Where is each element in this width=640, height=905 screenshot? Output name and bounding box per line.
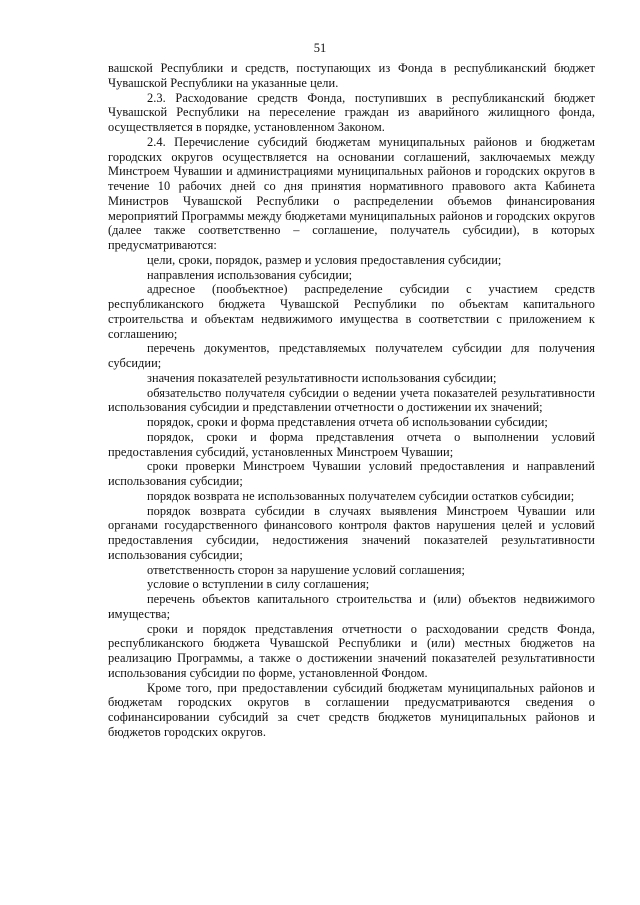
list-item-obligation: обязательство получателя субсидии о ведении учета показателей результативности использования субсидии и представлении отчетности о достижении их значений; — [108, 385, 595, 415]
paragraph-2-3: 2.3. Расходование средств Фонда, поступивших в республиканский бюджет Чувашской Республики на переселение граждан из аварийного жилищного фонда, осуществляется в порядке, установленном Законом. — [108, 90, 595, 134]
list-item-responsibility: ответственность сторон за нарушение условий соглашения; — [147, 562, 466, 577]
paragraph-cofinancing: Кроме того, при предоставлении субсидий бюджетам муниципальных районов и бюджетам городских округов в соглашении предусматриваются сведения о софинансировании субсидий за счет средств бюджетов муниципальных районов и бюджетов городских округов. — [108, 680, 595, 739]
paragraph-continuation: вашской Республики и средств, поступающих из Фонда в республиканский бюджет Чувашской Республики на указанные цели. — [108, 61, 595, 90]
list-item-entry-into-force: условие о вступлении в силу соглашения; — [147, 577, 370, 592]
list-item-conditions-report: порядок, сроки и форма представления отчета о выполнении условий предоставления субсидий, установленных Минстроем Чувашии; — [108, 429, 595, 459]
list-item-distribution: адресное (пообъектное) распределение субсидии с участием средств республиканского бюджета Чувашской Республики по объектам капитального строительства и объектам недвижимого имущества в соответствии с приложением к соглашению; — [108, 282, 595, 341]
list-item-usage-report: порядок, сроки и форма представления отчета об использовании субсидии; — [147, 415, 548, 429]
list-item-goals: цели, сроки, порядок, размер и условия предоставления субсидии; — [147, 252, 502, 267]
list-item-indicators: значения показателей результативности использования субсидии; — [147, 370, 497, 385]
list-item-check-terms: сроки проверки Минстроем Чувашии условий предоставления и направлений использования субсидии; — [108, 459, 595, 488]
list-item-directions: направления использования субсидии; — [147, 267, 353, 282]
page-number: 51 — [313, 41, 327, 55]
list-item-documents: перечень документов, представляемых получателем субсидии для получения субсидии; — [108, 341, 595, 370]
list-item-objects: перечень объектов капитального строительства и (или) объектов недвижимого имущества; — [108, 592, 595, 621]
list-item-return-remainders: порядок возврата не использованных получателем субсидии остатков субсидии; — [147, 488, 575, 503]
paragraph-2-4: 2.4. Перечисление субсидий бюджетам муниципальных районов и бюджетам городских округов осуществляется на основании соглашений, заключаемых между Минстроем Чувашии и администрациями муниципальных районов и городских округов в течение 10 рабочих дней со дня принятия нормативного правового акта Кабинета Министров Чувашской Республики о распределении объемов финансирования мероприятий Программы между бюджетами муниципальных районов и городских округов (далее также соответственно – соглашение, получатель субсидии), в которых предусматриваются: — [108, 134, 595, 252]
body-text — [108, 61, 595, 740]
list-item-return-violations: порядок возврата субсидии в случаях выявления Минстроем Чувашии или органами государственного финансового контроля фактов нарушения целей и условий предоставления субсидии, недостижения значений показателей результативности использования субсидии; — [108, 503, 595, 562]
list-item-reporting: сроки и порядок представления отчетности о расходовании средств Фонда, республиканского бюджета Чувашской Республики и (или) местных бюджетов на реализацию Программы, а также о достижении значений показателей результативности использования субсидии по форме, установленной Фондом. — [108, 621, 595, 680]
